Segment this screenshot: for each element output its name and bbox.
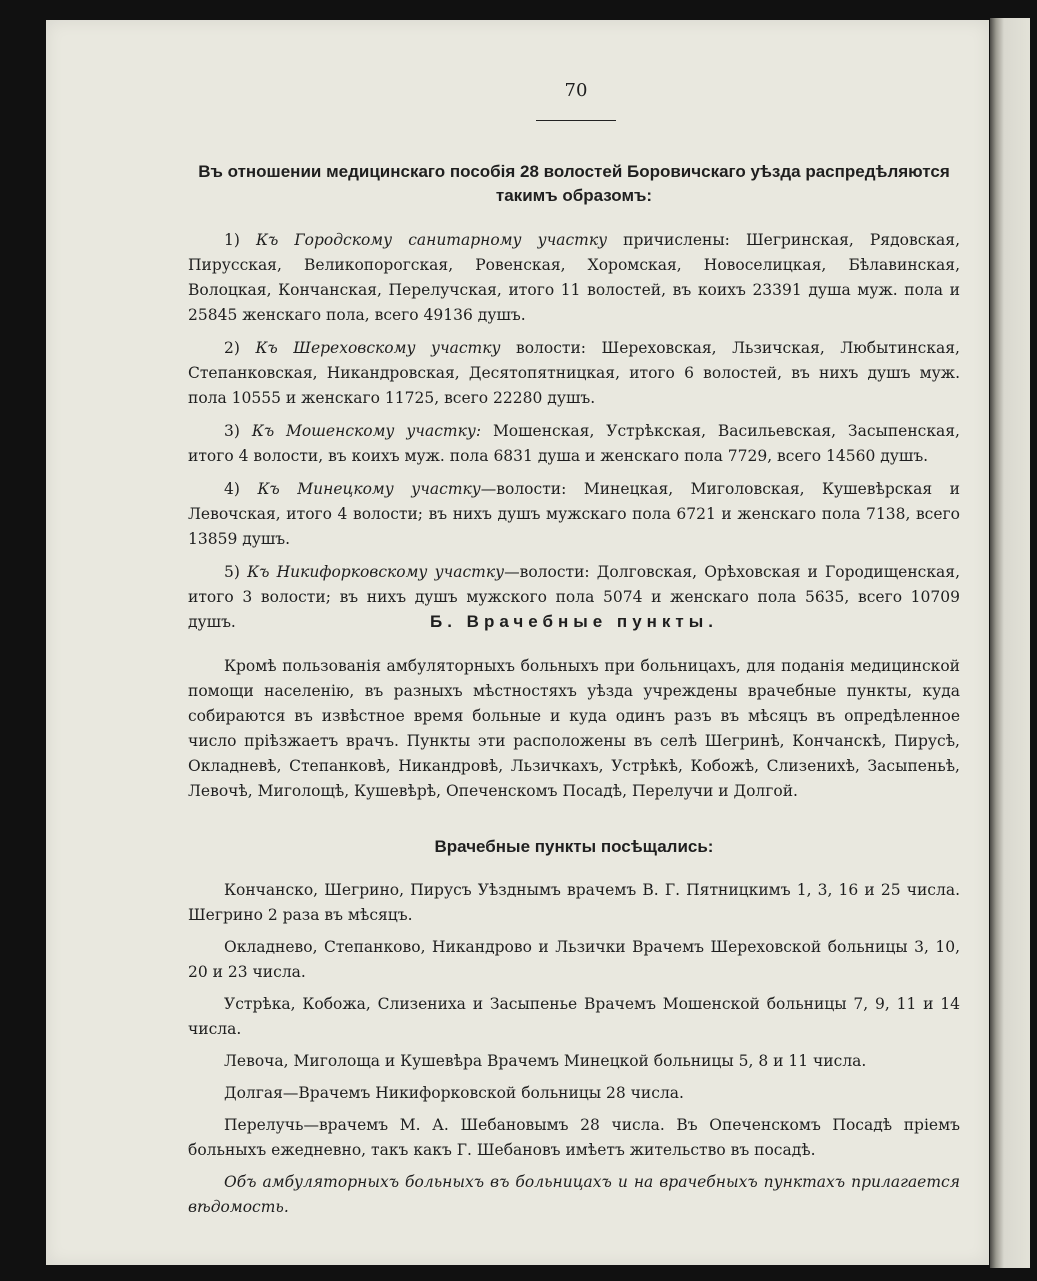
visit-item: Долгая—Врачемъ Никифорковской больницы 28 числа. xyxy=(224,1084,684,1102)
district-name: Къ Мошенскому участку: xyxy=(251,422,482,440)
closing-note: Объ амбуляторныхъ больныхъ въ больницахъ и на врачебныхъ пунктахъ прилагается вѣдомость. xyxy=(188,1173,960,1216)
district-item-2 xyxy=(188,336,960,411)
district-number: 2) xyxy=(224,339,240,357)
visit-item: Перелучь—врачемъ М. А. Шебановымъ 28 числа. Въ Опеченскомъ Посадѣ пріемъ больныхъ ежедневно, такъ какъ Г. Шебановъ имѣетъ жительство въ посадѣ. xyxy=(188,1116,960,1159)
section-b-title: Б. Врачебные пункты. xyxy=(430,612,718,631)
district-number: 4) xyxy=(224,480,240,498)
visits-title: Врачебные пункты посѣщались: xyxy=(434,837,714,856)
district-name: Къ Никифорковскому участку xyxy=(247,563,505,581)
district-number: 1) xyxy=(224,231,240,249)
district-name: Къ Шереховскому участку xyxy=(255,339,501,357)
district-item-4 xyxy=(188,477,960,552)
visit-item: Кончанско, Шегрино, Пирусъ Уѣзднымъ врачемъ В. Г. Пятницкимъ 1, 3, 16 и 25 числа. Шегрино 2 раза въ мѣсяцъ. xyxy=(188,881,960,924)
section-b-body xyxy=(188,654,960,804)
district-name: Къ Городскому санитарному участку xyxy=(255,231,608,249)
district-text: причислены: Шегринская, Рядовская, Пирусская, Великопорогская, Ровенская, Хоромская, Новоселицкая, Бѣлавинская, Волоцкая, Кончанская, Перелучская, итого 11 волостей, въ коихъ 23391 душа муж. пола и 25845 женскаго пола, всего 49136 душъ. xyxy=(188,231,961,324)
page-number-rule xyxy=(536,120,616,121)
section-heading: Въ отношении медицинскаго пособія 28 волостей Боровичскаго уѣзда распредѣляются такимъ образомъ: xyxy=(198,162,950,205)
visit-item: Левоча, Миголоща и Кушевѣра Врачемъ Минецкой больницы 5, 8 и 11 числа. xyxy=(224,1052,867,1070)
district-item-1 xyxy=(188,228,960,328)
visits-list xyxy=(188,878,960,1220)
district-number: 3) xyxy=(224,422,240,440)
district-text: волости: Шереховская, Льзичская, Любытинская, Степанковская, Никандровская, Десятопятницкая, итого 6 волостей, въ нихъ душъ муж. пола 10555 и женскаго 11725, всего 22280 душъ. xyxy=(188,339,960,407)
section-b-paragraph: Кромѣ пользованія амбуляторныхъ больныхъ при больницахъ, для поданія медицинской помощи населенію, въ разныхъ мѣстностяхъ уѣзда учреждены врачебные пункты, куда собираются въ извѣстное время больные и куда одинъ разъ въ мѣсяцъ въ опредѣленное число пріѣзжаетъ врачъ. Пункты эти расположены въ селѣ Шегринѣ, Кончанскѣ, Пирусѣ, Окладневѣ, Степанковѣ, Никандровѣ, Льзичкахъ, Устрѣкѣ, Кобожѣ, Слизенихѣ, Засыпеньѣ, Левочѣ, Миголощѣ, Кушевѣрѣ, Опеченскомъ Посадѣ, Перелучи и Долгой. xyxy=(188,657,960,800)
district-name: Къ Минецкому участку xyxy=(257,480,481,498)
visit-item: Устрѣка, Кобожа, Слизениха и Засыпенье Врачемъ Мошенской больницы 7, 9, 11 и 14 числа. xyxy=(188,995,960,1038)
next-page-edge xyxy=(990,18,1030,1268)
district-list xyxy=(188,228,960,635)
district-text: —волости: Долговская, Орѣховская и Городищенская, итого 3 волости; въ нихъ душъ мужского пола 5074 и женскаго пола 5635, всего 10709 душъ. xyxy=(188,563,960,631)
district-number: 5) xyxy=(224,563,240,581)
district-item-3 xyxy=(188,419,960,469)
page-number: 70 xyxy=(564,80,588,101)
district-text: Мошенская, Устрѣкская, Васильевская, Засыпенская, итого 4 волости, въ коихъ муж. пола 6831 душа и женскаго пола 7729, всего 14560 душъ. xyxy=(188,422,960,465)
visit-item: Окладнево, Степанково, Никандрово и Льзички Врачемъ Шереховской больницы 3, 10, 20 и 23 числа. xyxy=(188,938,960,981)
district-text: —волости: Минецкая, Миголовская, Кушевѣрская и Левочская, итого 4 волости; въ нихъ душъ мужскаго пола 6721 и женскаго пола 7138, всего 13859 душъ. xyxy=(188,480,960,548)
